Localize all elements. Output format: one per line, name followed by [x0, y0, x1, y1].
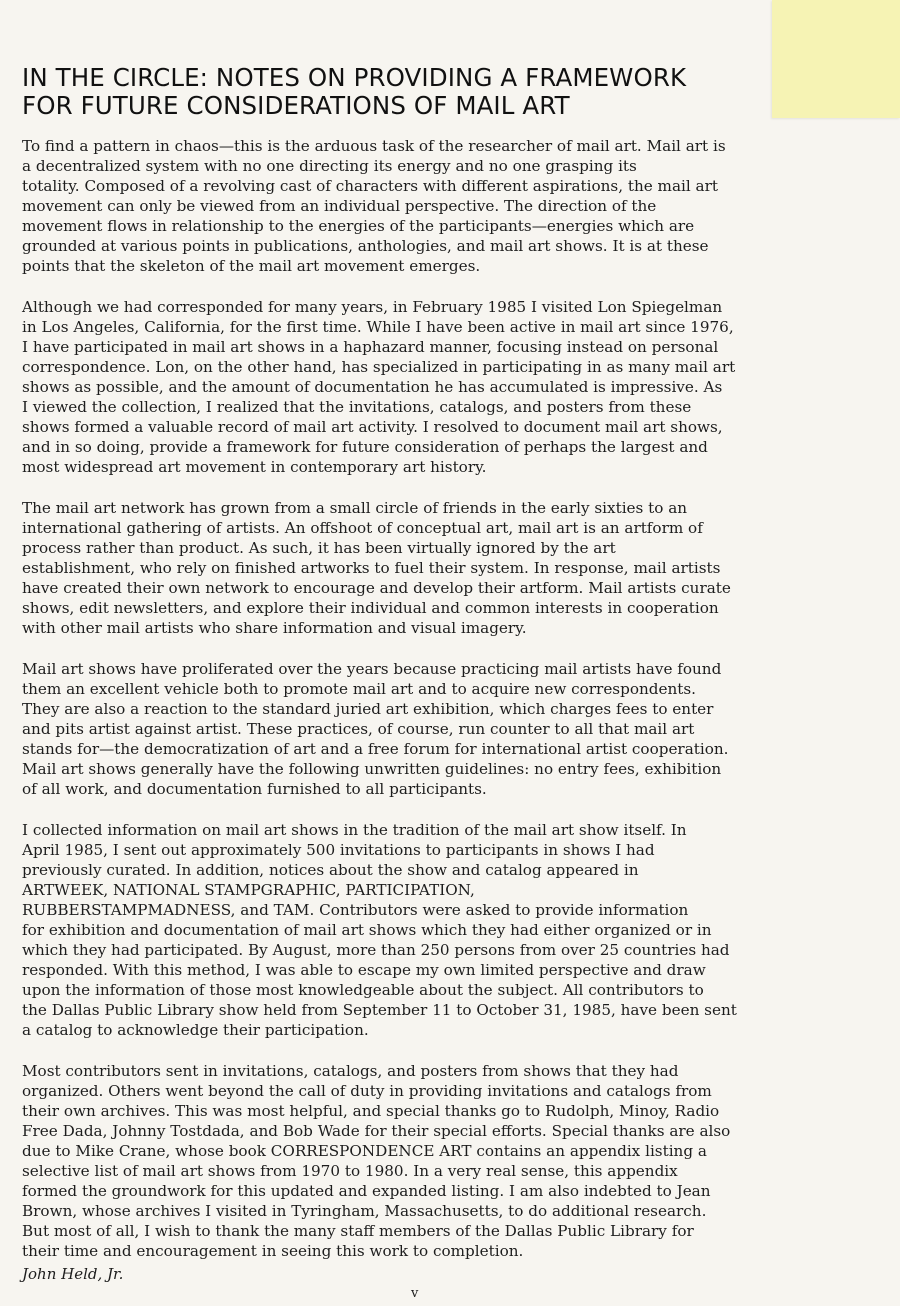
paragraph: [22, 136, 822, 276]
text-line: RUBBERSTAMPMADNESS, and TAM. Contributors were asked to provide information: [22, 901, 689, 919]
text-line: To find a pattern in chaos—this is the arduous task of the researcher of mail art. Mail art is: [22, 137, 726, 155]
text-line: previously curated. In addition, notices about the show and catalog appeared in: [22, 861, 639, 879]
text-line: a catalog to acknowledge their participation.: [22, 1021, 369, 1039]
title-line-2: FOR FUTURE CONSIDERATIONS OF MAIL ART: [22, 91, 570, 120]
text-line: grounded at various points in publications, anthologies, and mail art shows. It is at these: [22, 237, 709, 255]
text-line: and pits artist against artist. These practices, of course, run counter to all that mail art: [22, 720, 695, 738]
text-line: I viewed the collection, I realized that the invitations, catalogs, and posters from these: [22, 398, 692, 416]
text-line: formed the groundwork for this updated and expanded listing. I am also indebted to Jean: [22, 1182, 711, 1200]
text-line: points that the skeleton of the mail art movement emerges.: [22, 257, 481, 275]
text-line: their own archives. This was most helpful, and special thanks go to Rudolph, Minoy, Radio: [22, 1102, 720, 1120]
text-line: establishment, who rely on finished artworks to fuel their system. In response, mail artists: [22, 559, 721, 577]
page-number: v: [411, 1286, 419, 1301]
title-line-1: IN THE CIRCLE: NOTES ON PROVIDING A FRAMEWORK: [22, 64, 687, 92]
text-line: their time and encouragement in seeing this work to completion.: [22, 1242, 524, 1260]
text-line: totality. Composed of a revolving cast of characters with different aspirations, the mail art: [22, 177, 718, 195]
text-line: Mail art shows have proliferated over the years because practicing mail artists have found: [22, 660, 722, 678]
text-line: But most of all, I wish to thank the many staff members of the Dallas Public Library for: [22, 1222, 694, 1240]
text-line: shows formed a valuable record of mail art activity. I resolved to document mail art shows,: [22, 418, 723, 436]
text-line: the Dallas Public Library show held from September 11 to October 31, 1985, have been sent: [22, 1001, 737, 1019]
text-line: most widespread art movement in contemporary art history.: [22, 458, 487, 476]
text-line: have created their own network to encourage and develop their artform. Mail artists curate: [22, 579, 731, 597]
text-line: correspondence. Lon, on the other hand, has specialized in participating in as many mail art: [22, 358, 736, 376]
text-line: shows, edit newsletters, and explore their individual and common interests in cooperation: [22, 599, 719, 617]
text-line: process rather than product. As such, it has been virtually ignored by the art: [22, 539, 616, 557]
text-line: Mail art shows generally have the following unwritten guidelines: no entry fees, exhibition: [22, 760, 722, 778]
text-line: Most contributors sent in invitations, catalogs, and posters from shows that they had: [22, 1062, 679, 1080]
text-line: upon the information of those most knowledgeable about the subject. All contributors to: [22, 981, 704, 999]
author-signature: John Held, Jr.: [22, 1265, 124, 1283]
text-line: and in so doing, provide a framework for future consideration of perhaps the largest and: [22, 438, 708, 456]
text-line: international gathering of artists. An offshoot of conceptual art, mail art is an artform of: [22, 519, 703, 537]
paragraph: [22, 297, 822, 477]
text-line: stands for—the democratization of art and a free forum for international artist cooperation.: [22, 740, 729, 758]
text-line: I collected information on mail art shows in the tradition of the mail art show itself. In: [22, 821, 687, 839]
text-line: a decentralized system with no one directing its energy and no one grasping its: [22, 157, 637, 175]
text-line: Free Dada, Johnny Tostdada, and Bob Wade for their special efforts. Special thanks are also: [22, 1122, 731, 1140]
text-line: shows as possible, and the amount of documentation he has accumulated is impressive. As: [22, 378, 723, 396]
text-line: responded. With this method, I was able to escape my own limited perspective and draw: [22, 961, 706, 979]
text-line: with other mail artists who share information and visual imagery.: [22, 619, 527, 637]
text-line: movement flows in relationship to the energies of the participants—energies which are: [22, 217, 695, 235]
text-line: movement can only be viewed from an individual perspective. The direction of the: [22, 197, 657, 215]
body-text: [22, 136, 822, 1282]
text-line: Brown, whose archives I visited in Tyringham, Massachusetts, to do additional research.: [22, 1202, 707, 1220]
paragraph: [22, 498, 822, 638]
paragraph: [22, 820, 822, 1040]
text-line: ARTWEEK, NATIONAL STAMPGRAPHIC, PARTICIPATION,: [22, 881, 475, 899]
text-line: for exhibition and documentation of mail art shows which they had either organized or in: [22, 921, 712, 939]
text-line: Although we had corresponded for many years, in February 1985 I visited Lon Spiegelman: [22, 298, 723, 316]
text-line: April 1985, I sent out approximately 500 invitations to participants in shows I had: [22, 841, 655, 859]
text-line: selective list of mail art shows from 1970 to 1980. In a very real sense, this appendix: [22, 1162, 678, 1180]
paragraph: [22, 659, 822, 799]
text-line: They are also a reaction to the standard juried art exhibition, which charges fees to enter: [22, 700, 714, 718]
text-line: organized. Others went beyond the call of duty in providing invitations and catalogs from: [22, 1082, 712, 1100]
text-line: due to Mike Crane, whose book CORRESPONDENCE ART contains an appendix listing a: [22, 1142, 707, 1160]
text-line: in Los Angeles, California, for the first time. While I have been active in mail art since 1976,: [22, 318, 734, 336]
text-line: of all work, and documentation furnished to all participants.: [22, 780, 487, 798]
paragraph: [22, 1061, 822, 1261]
text-line: which they had participated. By August, more than 250 persons from over 25 countries had: [22, 941, 730, 959]
text-line: The mail art network has grown from a small circle of friends in the early sixties to an: [22, 499, 688, 517]
page-title: [22, 64, 900, 120]
text-line: I have participated in mail art shows in a haphazard manner, focusing instead on personal: [22, 338, 719, 356]
text-line: them an excellent vehicle both to promote mail art and to acquire new correspondents.: [22, 680, 696, 698]
